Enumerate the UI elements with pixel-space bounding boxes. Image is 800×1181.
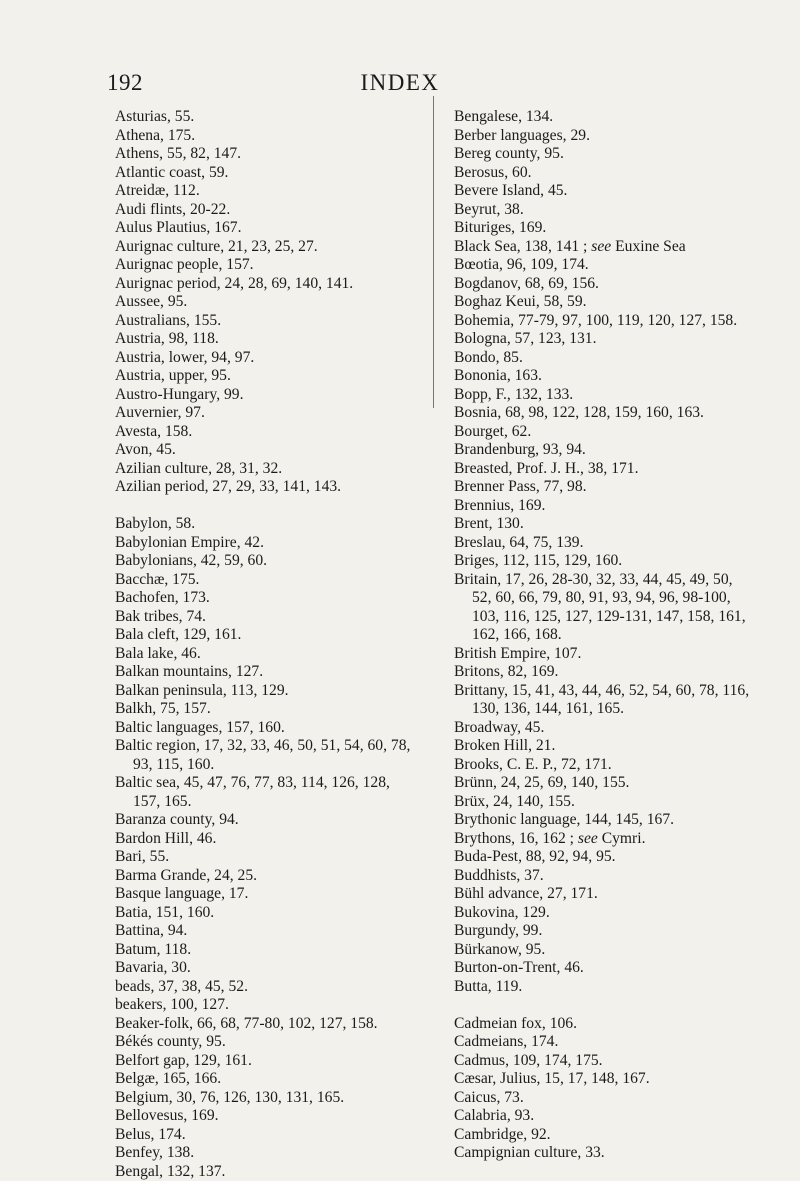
index-entry xyxy=(115,552,415,571)
index-entry-text: Belgium, 30, 76, 126, 130, 131, 165. xyxy=(115,1089,344,1106)
index-entry-text: Campignian culture, 33. xyxy=(454,1144,605,1161)
index-entry xyxy=(454,219,754,238)
index-entry-text: Broken Hill, 21. xyxy=(454,737,555,754)
index-entry-text: Balkh, 75, 157. xyxy=(115,700,211,717)
index-entry xyxy=(454,848,754,867)
index-entry xyxy=(115,978,415,997)
index-entry xyxy=(115,700,415,719)
index-entry xyxy=(115,1033,415,1052)
index-entry-text: Australians, 155. xyxy=(115,312,221,329)
running-head: INDEX xyxy=(0,70,800,96)
index-entry xyxy=(115,293,415,312)
index-entry xyxy=(454,1070,754,1089)
index-entry-text: Battina, 94. xyxy=(115,922,187,939)
see-reference-target: Cymri. xyxy=(598,830,646,847)
index-entry xyxy=(454,682,754,719)
index-entry xyxy=(454,885,754,904)
index-entry xyxy=(115,1144,415,1163)
index-entry xyxy=(454,293,754,312)
index-entry-text: Baranza county, 94. xyxy=(115,811,239,828)
index-entry xyxy=(454,349,754,368)
index-entry xyxy=(454,922,754,941)
index-entry xyxy=(454,330,754,349)
index-entry-text: Bohemia, 77-79, 97, 100, 119, 120, 127, 158. xyxy=(454,312,737,329)
index-entry xyxy=(115,1107,415,1126)
index-entry-text: Bari, 55. xyxy=(115,848,169,865)
index-entry-text: Bengal, 132, 137. xyxy=(115,1163,225,1180)
index-entry-text: Békés county, 95. xyxy=(115,1033,226,1050)
index-entry-text: Aurignac period, 24, 28, 69, 140, 141. xyxy=(115,275,353,292)
index-entry xyxy=(454,830,754,849)
index-entry xyxy=(115,589,415,608)
index-entry-text: Bachofen, 173. xyxy=(115,589,210,606)
index-entry xyxy=(115,608,415,627)
index-entry xyxy=(115,867,415,886)
index-entry-text: Bühl advance, 27, 171. xyxy=(454,885,598,902)
index-entry xyxy=(454,1126,754,1145)
index-entry-text: Baltic region, 17, 32, 33, 46, 50, 51, 54, 60, 78, 93, 115, 160. xyxy=(115,737,410,773)
index-entry xyxy=(454,663,754,682)
index-entry-text: Austria, upper, 95. xyxy=(115,367,231,384)
index-entry xyxy=(115,164,415,183)
index-entry-text: Batum, 118. xyxy=(115,941,191,958)
index-entry xyxy=(454,552,754,571)
index-entry xyxy=(115,478,415,497)
index-entry xyxy=(454,182,754,201)
index-entry xyxy=(454,774,754,793)
index-entry-text: Baltic sea, 45, 47, 76, 77, 83, 114, 126, 128, 157, 165. xyxy=(115,774,390,810)
index-entry xyxy=(454,867,754,886)
index-entry xyxy=(115,1070,415,1089)
index-entry xyxy=(115,774,415,811)
index-entry xyxy=(115,460,415,479)
index-entry xyxy=(115,423,415,442)
index-entry xyxy=(115,719,415,738)
index-entry-text: Bürkanow, 95. xyxy=(454,941,545,958)
index-entry xyxy=(115,1126,415,1145)
index-entry xyxy=(115,1052,415,1071)
index-entry xyxy=(115,515,415,534)
index-entry xyxy=(454,256,754,275)
index-entry-text: Bevere Island, 45. xyxy=(454,182,567,199)
index-entry-text: beakers, 100, 127. xyxy=(115,996,229,1013)
index-entry xyxy=(115,386,415,405)
index-entry-text: Caicus, 73. xyxy=(454,1089,524,1106)
index-entry-text: Brüx, 24, 140, 155. xyxy=(454,793,575,810)
index-entry-text: Bala lake, 46. xyxy=(115,645,201,662)
index-entry-text: Burton-on-Trent, 46. xyxy=(454,959,584,976)
index-entry-text: Cæsar, Julius, 15, 17, 148, 167. xyxy=(454,1070,650,1087)
index-entry xyxy=(115,238,415,257)
index-entry-text: Aurignac people, 157. xyxy=(115,256,254,273)
index-entry-text: Brittany, 15, 41, 43, 44, 46, 52, 54, 60, 78, 116, 130, 136, 144, 161, 165. xyxy=(454,682,749,718)
index-entry xyxy=(115,922,415,941)
index-entry-text: Avesta, 158. xyxy=(115,423,192,440)
index-entry-text: Brandenburg, 93, 94. xyxy=(454,441,586,458)
index-entry-text: Barma Grande, 24, 25. xyxy=(115,867,257,884)
index-entry-text: Bak tribes, 74. xyxy=(115,608,206,625)
index-entry xyxy=(454,1144,754,1163)
index-entry-text: Benfey, 138. xyxy=(115,1144,194,1161)
index-entry-text: Azilian period, 27, 29, 33, 141, 143. xyxy=(115,478,341,495)
index-entry-text: Aulus Plautius, 167. xyxy=(115,219,242,236)
index-entry-text: beads, 37, 38, 45, 52. xyxy=(115,978,248,995)
index-entry xyxy=(454,1033,754,1052)
index-entry-text: Buddhists, 37. xyxy=(454,867,544,884)
index-entry-text: Audi flints, 20-22. xyxy=(115,201,230,218)
index-entry xyxy=(115,959,415,978)
index-entry-text: Britons, 82, 169. xyxy=(454,663,558,680)
index-entry-text: Batia, 151, 160. xyxy=(115,904,214,921)
index-entry-text: Brooks, C. E. P., 72, 171. xyxy=(454,756,612,773)
index-entry-text: Bononia, 163. xyxy=(454,367,542,384)
index-entry-text: Bituriges, 169. xyxy=(454,219,546,236)
index-entry-text: Bavaria, 30. xyxy=(115,959,191,976)
index-entry xyxy=(115,201,415,220)
index-entry-text: Bengalese, 134. xyxy=(454,108,553,125)
index-entry-text: Cambridge, 92. xyxy=(454,1126,551,1143)
index-entry-text: Atlantic coast, 59. xyxy=(115,164,228,181)
index-entry xyxy=(115,219,415,238)
index-entry xyxy=(115,256,415,275)
index-entry xyxy=(454,201,754,220)
index-entry-text: Beyrut, 38. xyxy=(454,201,524,218)
index-entry-text: Austria, lower, 94, 97. xyxy=(115,349,254,366)
see-reference-target: Euxine Sea xyxy=(611,238,685,255)
section-gap xyxy=(115,497,415,516)
index-entry-text: Babylonian Empire, 42. xyxy=(115,534,264,551)
index-column-left xyxy=(115,108,415,1181)
index-entry-text: Burgundy, 99. xyxy=(454,922,542,939)
index-entry-text: Bereg county, 95. xyxy=(454,145,564,162)
index-entry-text: Cadmeian fox, 106. xyxy=(454,1015,577,1032)
index-entry-text: Balkan mountains, 127. xyxy=(115,663,263,680)
index-entry-text: Azilian culture, 28, 31, 32. xyxy=(115,460,282,477)
index-entry xyxy=(454,959,754,978)
index-entry-text: Belgæ, 165, 166. xyxy=(115,1070,221,1087)
index-entry-text: Athena, 175. xyxy=(115,127,195,144)
index-entry-text: Buda-Pest, 88, 92, 94, 95. xyxy=(454,848,616,865)
see-reference-label: see xyxy=(591,238,611,255)
index-entry xyxy=(454,1052,754,1071)
index-entry xyxy=(454,460,754,479)
index-entry xyxy=(115,108,415,127)
index-entry xyxy=(454,756,754,775)
index-entry xyxy=(115,830,415,849)
index-entry xyxy=(454,793,754,812)
index-entry xyxy=(115,904,415,923)
index-entry-text: Auvernier, 97. xyxy=(115,404,205,421)
column-rule xyxy=(433,96,434,408)
index-entry xyxy=(454,275,754,294)
index-entry xyxy=(115,1015,415,1034)
index-entry-text: Black Sea, 138, 141 ; xyxy=(454,238,591,255)
index-entry-text: Brennius, 169. xyxy=(454,497,545,514)
index-entry-text: Austria, 98, 118. xyxy=(115,330,219,347)
index-entry-text: Belfort gap, 129, 161. xyxy=(115,1052,252,1069)
index-entry-text: Bala cleft, 129, 161. xyxy=(115,626,241,643)
index-entry xyxy=(454,164,754,183)
index-entry-text: Atreidæ, 112. xyxy=(115,182,200,199)
index-entry-text: Bondo, 85. xyxy=(454,349,523,366)
index-entry xyxy=(115,996,415,1015)
index-entry xyxy=(454,497,754,516)
index-entry-text: Balkan peninsula, 113, 129. xyxy=(115,682,289,699)
index-entry xyxy=(115,1163,415,1181)
index-entry xyxy=(115,349,415,368)
index-entry-text: Athens, 55, 82, 147. xyxy=(115,145,241,162)
index-entry-text: Brythonic language, 144, 145, 167. xyxy=(454,811,674,828)
index-entry-text: Beaker-folk, 66, 68, 77-80, 102, 127, 158. xyxy=(115,1015,378,1032)
index-entry xyxy=(454,978,754,997)
index-entry-text: Breasted, Prof. J. H., 38, 171. xyxy=(454,460,639,477)
index-entry xyxy=(454,941,754,960)
index-entry xyxy=(454,737,754,756)
index-entry-text: Baltic languages, 157, 160. xyxy=(115,719,285,736)
index-entry-text: Calabria, 93. xyxy=(454,1107,534,1124)
index-entry-text: Aussee, 95. xyxy=(115,293,187,310)
index-column-right xyxy=(454,108,754,1163)
index-entry-text: Bœotia, 96, 109, 174. xyxy=(454,256,589,273)
index-entry xyxy=(115,441,415,460)
index-entry xyxy=(454,515,754,534)
index-entry-text: Brent, 130. xyxy=(454,515,524,532)
index-entry xyxy=(115,682,415,701)
index-entry xyxy=(454,571,754,645)
index-entry-text: Aurignac culture, 21, 23, 25, 27. xyxy=(115,238,318,255)
index-entry xyxy=(454,478,754,497)
index-entry xyxy=(115,626,415,645)
index-entry-text: Bourget, 62. xyxy=(454,423,531,440)
index-entry-text: Butta, 119. xyxy=(454,978,522,995)
index-entry xyxy=(454,1107,754,1126)
index-entry xyxy=(454,404,754,423)
index-entry xyxy=(115,312,415,331)
index-entry xyxy=(115,275,415,294)
index-entry-text: Boghaz Keui, 58, 59. xyxy=(454,293,587,310)
index-entry xyxy=(115,663,415,682)
index-entry xyxy=(454,386,754,405)
index-entry-text: Bardon Hill, 46. xyxy=(115,830,216,847)
index-entry xyxy=(115,571,415,590)
index-entry xyxy=(115,145,415,164)
index-entry-text: Bukovina, 129. xyxy=(454,904,550,921)
index-entry xyxy=(454,127,754,146)
index-entry xyxy=(454,423,754,442)
index-entry-text: Bellovesus, 169. xyxy=(115,1107,219,1124)
index-entry-text: Bologna, 57, 123, 131. xyxy=(454,330,597,347)
section-gap xyxy=(454,996,754,1015)
index-entry-text: Brenner Pass, 77, 98. xyxy=(454,478,587,495)
index-entry xyxy=(454,1015,754,1034)
index-entry-text: Austro-Hungary, 99. xyxy=(115,386,243,403)
index-entry xyxy=(454,811,754,830)
index-entry-text: Berosus, 60. xyxy=(454,164,532,181)
index-entry xyxy=(115,182,415,201)
index-entry xyxy=(115,534,415,553)
index-entry xyxy=(115,367,415,386)
index-entry xyxy=(454,312,754,331)
index-entry-text: Avon, 45. xyxy=(115,441,176,458)
index-entry xyxy=(454,145,754,164)
index-entry-text: Brythons, 16, 162 ; xyxy=(454,830,578,847)
index-entry-text: Babylon, 58. xyxy=(115,515,195,532)
page-number: 192 xyxy=(107,70,143,96)
index-entry xyxy=(454,1089,754,1108)
index-entry-text: Belus, 174. xyxy=(115,1126,186,1143)
index-entry-text: Briges, 112, 115, 129, 160. xyxy=(454,552,622,569)
index-entry-text: Breslau, 64, 75, 139. xyxy=(454,534,584,551)
index-entry xyxy=(115,330,415,349)
index-entry-text: Brünn, 24, 25, 69, 140, 155. xyxy=(454,774,629,791)
index-entry xyxy=(115,1089,415,1108)
index-entry xyxy=(454,238,754,257)
index-entry-text: Cadmeians, 174. xyxy=(454,1033,558,1050)
index-entry xyxy=(115,941,415,960)
index-entry-text: Berber languages, 29. xyxy=(454,127,590,144)
index-entry-text: Bosnia, 68, 98, 122, 128, 159, 160, 163. xyxy=(454,404,704,421)
index-entry xyxy=(115,645,415,664)
index-entry-text: Asturias, 55. xyxy=(115,108,194,125)
index-entry xyxy=(115,127,415,146)
index-entry xyxy=(454,719,754,738)
index-entry xyxy=(115,811,415,830)
see-reference-label: see xyxy=(578,830,598,847)
index-entry xyxy=(454,534,754,553)
index-entry xyxy=(454,645,754,664)
index-entry-text: Britain, 17, 26, 28-30, 32, 33, 44, 45, 49, 50, 52, 60, 66, 79, 80, 91, 93, 94, 96, 98-100, 103, 116, 125, 127, 129-131, 147, 158, 161, 162, 166, 168. xyxy=(454,571,746,644)
index-entry xyxy=(454,367,754,386)
index-entry-text: Bogdanov, 68, 69, 156. xyxy=(454,275,599,292)
index-entry xyxy=(454,108,754,127)
index-entry-text: Bopp, F., 132, 133. xyxy=(454,386,573,403)
index-entry-text: Babylonians, 42, 59, 60. xyxy=(115,552,267,569)
index-entry xyxy=(115,885,415,904)
index-entry xyxy=(115,848,415,867)
index-entry-text: Basque language, 17. xyxy=(115,885,248,902)
index-entry xyxy=(115,404,415,423)
index-entry xyxy=(454,441,754,460)
index-entry xyxy=(115,737,415,774)
index-entry-text: British Empire, 107. xyxy=(454,645,581,662)
index-entry-text: Broadway, 45. xyxy=(454,719,544,736)
index-entry-text: Bacchæ, 175. xyxy=(115,571,199,588)
index-entry xyxy=(454,904,754,923)
index-entry-text: Cadmus, 109, 174, 175. xyxy=(454,1052,603,1069)
